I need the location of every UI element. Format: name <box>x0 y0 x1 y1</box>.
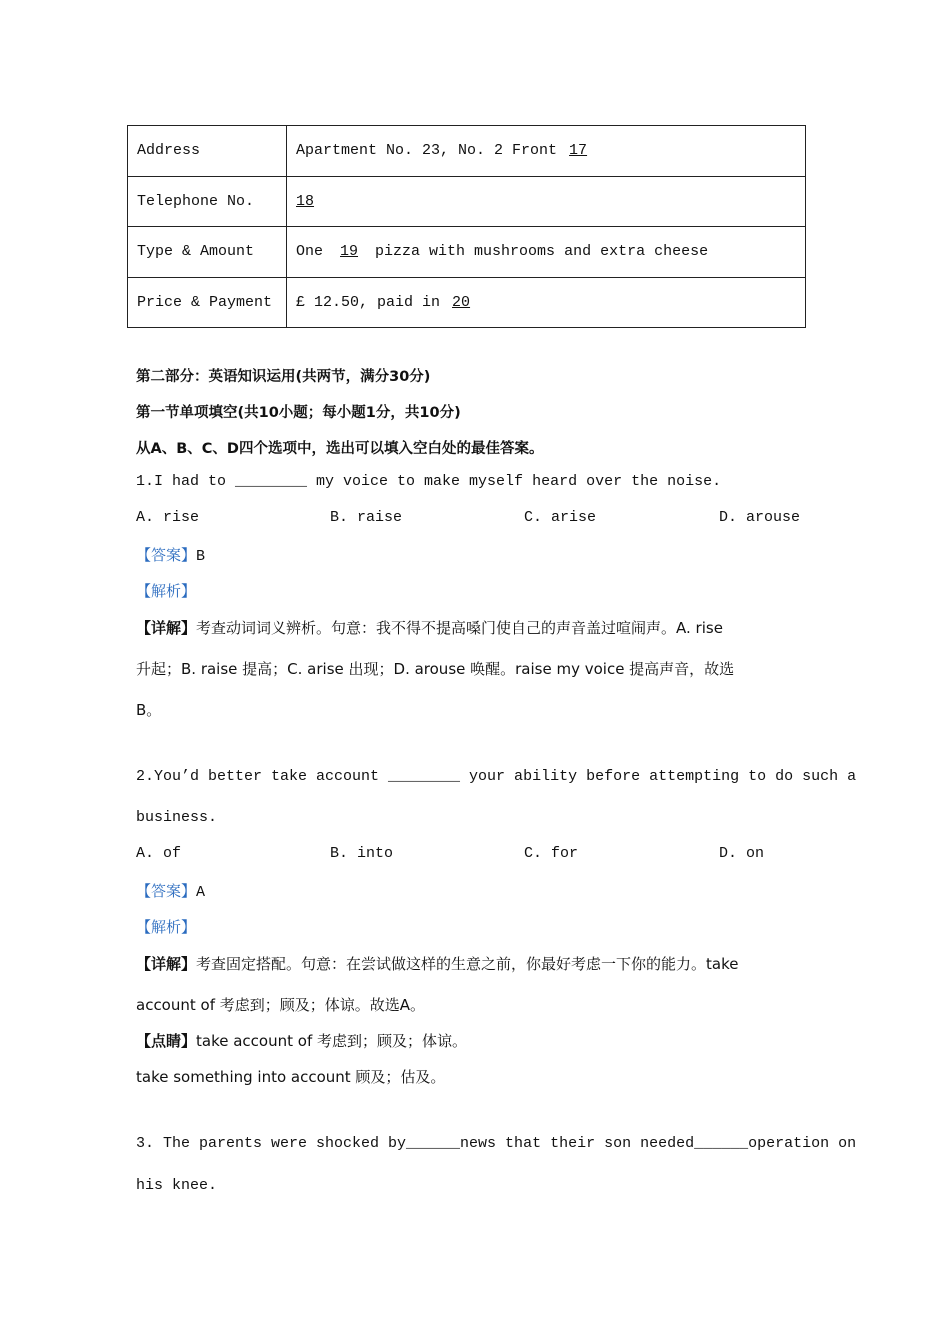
q2-option-a: A. of <box>136 845 182 862</box>
q1-stem: 1.I had to ________ my voice to make myself heard over the noise. <box>136 473 722 490</box>
part-title: 第二部分：英语知识运用(共两节，满分30分) <box>136 369 431 385</box>
q1-option-d: D. arouse <box>719 509 801 526</box>
instruction: 从A、B、C、D四个选项中，选出可以填入空白处的最佳答案。 <box>136 441 544 457</box>
q1-analysis-tag: 【解析】 <box>136 582 197 600</box>
q1-detail-line1: 【详解】考查动词词义辨析。句意：我不得不提高嗓门使自己的声音盖过喧闹声。A. rise <box>136 619 723 637</box>
q2-option-d: D. on <box>719 845 765 862</box>
row-label: Price & Payment <box>128 277 287 328</box>
q3-stem-line2: his knee. <box>136 1177 218 1194</box>
q2-answer: 【答案】A <box>136 882 206 901</box>
row-label: Address <box>128 126 287 177</box>
row-value: One 19 pizza with mushrooms and extra cheese <box>287 227 806 278</box>
row-label: Telephone No. <box>128 176 287 227</box>
q2-detail-line2: account of 考虑到；顾及；体谅。故选A。 <box>136 996 426 1014</box>
table-row <box>128 176 806 227</box>
q2-detail-line1: 【详解】考查固定搭配。句意：在尝试做这样的生意之前，你最好考虑一下你的能力。take <box>136 955 739 973</box>
q2-tip-line2: take something into account 顾及；估及。 <box>136 1068 446 1086</box>
q1-detail-line3: B。 <box>136 701 162 719</box>
section-subtitle: 第一节单项填空(共10小题；每小题1分，共10分) <box>136 405 461 421</box>
q2-option-c: C. for <box>524 845 579 862</box>
q3-stem-line1: 3. The parents were shocked by______news that their son needed______operation on <box>136 1135 857 1152</box>
q1-option-b: B. raise <box>330 509 403 526</box>
order-form-table <box>127 125 806 328</box>
table-row <box>128 126 806 177</box>
row-value <box>287 176 806 227</box>
row-value: £ 12.50, paid in 20 <box>287 277 806 328</box>
blank-18: 18 <box>296 192 315 210</box>
table-row <box>128 227 806 278</box>
q1-answer: 【答案】B <box>136 546 206 565</box>
q1-option-a: A. rise <box>136 509 200 526</box>
blank-19: 19 <box>340 243 359 261</box>
blank-20: 20 <box>452 293 471 311</box>
q2-analysis-tag: 【解析】 <box>136 918 197 936</box>
q2-stem-line2: business. <box>136 809 218 826</box>
table-row <box>128 277 806 328</box>
q1-detail-line2: 升起；B. raise 提高；C. arise 出现；D. arouse 唤醒。raise my voice 提高声音，故选 <box>136 660 735 678</box>
blank-17: 17 <box>569 142 588 160</box>
q2-tip-line1: 【点睛】take account of 考虑到；顾及；体谅。 <box>136 1032 467 1050</box>
row-value: Apartment No. 23, No. 2 Front 17 <box>287 126 806 177</box>
row-label: Type & Amount <box>128 227 287 278</box>
q1-option-c: C. arise <box>524 509 597 526</box>
q2-stem-line1: 2.You’d better take account ________ your ability before attempting to do such a <box>136 768 857 785</box>
q2-option-b: B. into <box>330 845 394 862</box>
